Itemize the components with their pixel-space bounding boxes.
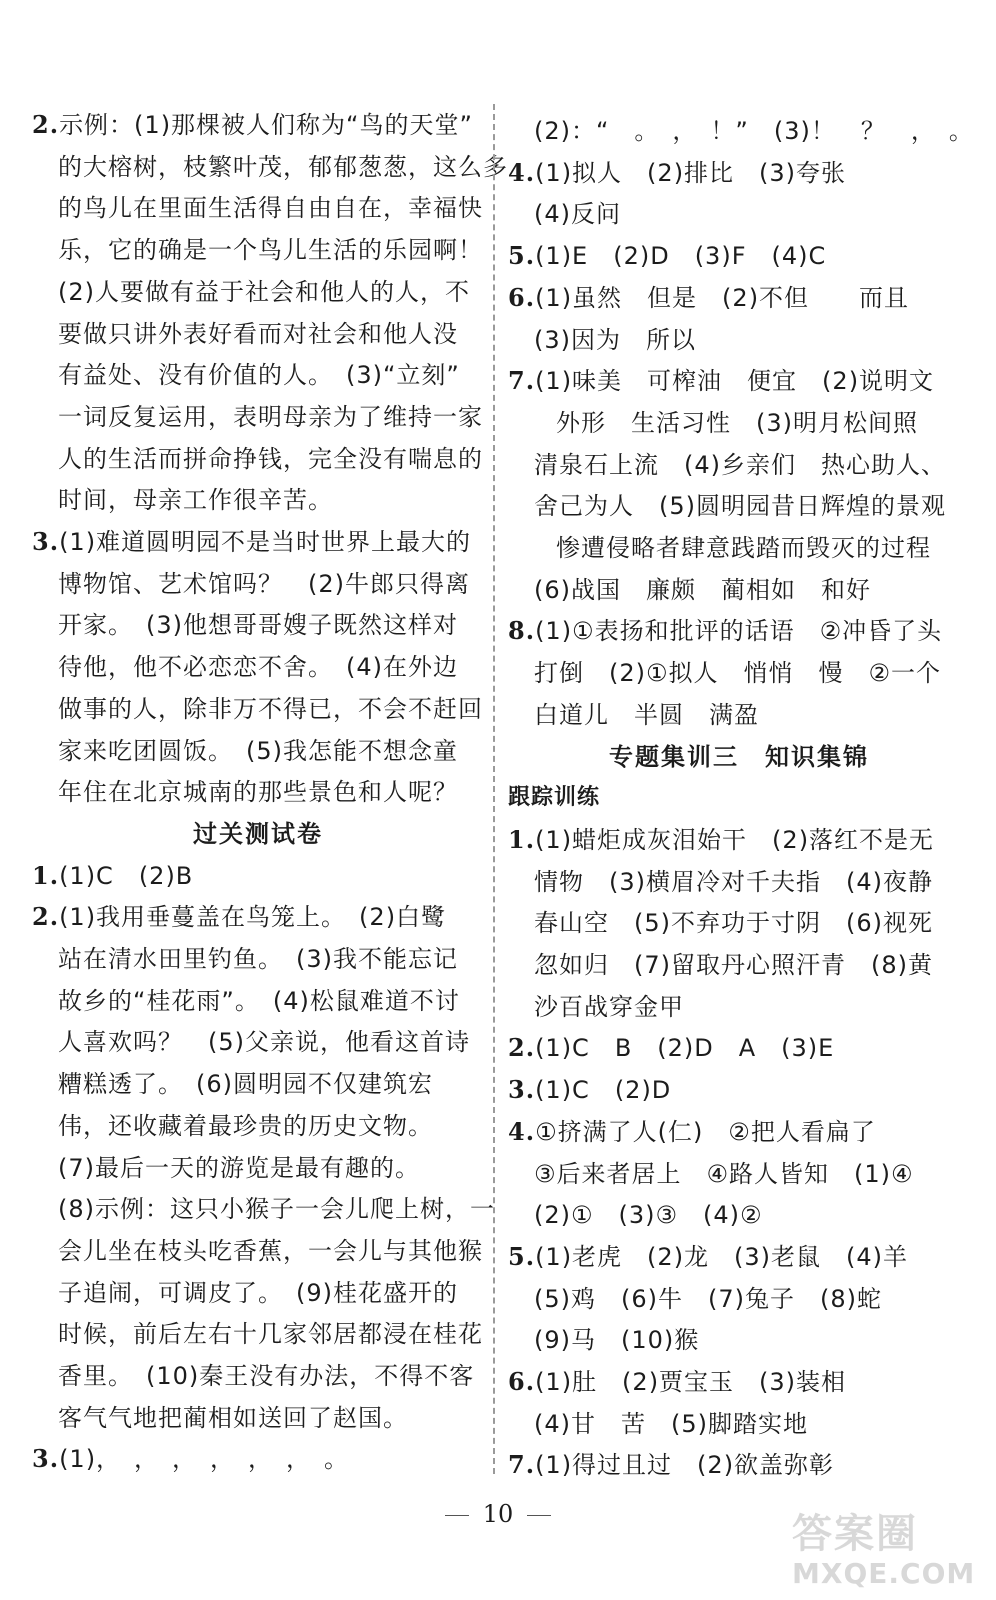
answer-line: 舍己为人 (5)圆明园昔日辉煌的景观 xyxy=(534,492,946,521)
answer-text: (1)①表扬和批评的话语 ②冲昏了头 xyxy=(535,617,943,646)
answer-text: (1)E (2)D (3)F (4)C xyxy=(535,242,827,271)
answer-line: 待他，他不必恋恋不舍。 (4)在外边 xyxy=(58,653,458,682)
answer-line: 故乡的“桂花雨”。 (4)松鼠难道不讨 xyxy=(58,986,460,1015)
answer-line xyxy=(32,1438,349,1480)
question-number: 8. xyxy=(508,616,536,646)
answer-line: 人的生活而拼命挣钱，完全没有喘息的 xyxy=(58,444,483,473)
answer-text: (1)味美 可榨油 便宜 (2)说明文 xyxy=(535,367,935,396)
answer-text: (1)蜡炬成灰泪始干 (2)落红不是无 xyxy=(535,825,935,854)
answer-line xyxy=(508,610,942,652)
question-number: 3. xyxy=(508,1075,536,1105)
answer-line: (2)人要做有益于社会和他人的人，不 xyxy=(58,277,470,306)
answer-text: (1)老虎 (2)龙 (3)老鼠 (4)羊 xyxy=(535,1242,909,1271)
question-number: 3. xyxy=(32,527,60,556)
answer-line: (9)马 (10)猴 xyxy=(534,1326,700,1355)
answer-line xyxy=(508,277,909,319)
answer-line xyxy=(508,1111,876,1153)
answer-text: ①挤满了人(仁) ②把人看扁了 xyxy=(535,1117,876,1146)
answer-line: (5)鸡 (6)牛 (7)兔子 (8)蛇 xyxy=(534,1284,882,1313)
answer-line xyxy=(508,819,934,861)
question-number: 1. xyxy=(32,860,60,890)
answer-text: (1)虽然 但是 (2)不但 而且 xyxy=(535,283,910,312)
answer-line: 客气气地把蔺相如送回了赵国。 xyxy=(58,1403,408,1432)
answer-line: 香里。 (10)秦王没有办法，不得不客 xyxy=(58,1362,475,1390)
answer-line: 子追闹，可调皮了。 (9)桂花盛开的 xyxy=(58,1278,458,1307)
question-number: 6. xyxy=(508,1367,536,1396)
answer-line: 一词反复运用，表明母亲为了维持一家 xyxy=(58,402,483,431)
answer-line: 博物馆、艺术馆吗？ (2)牛郎只得离 xyxy=(58,569,470,598)
answer-line xyxy=(508,1236,908,1278)
answer-line xyxy=(508,235,826,277)
answer-line xyxy=(508,1444,834,1486)
answer-text: (1)， ， ， ， ， ， 。 xyxy=(59,1445,350,1474)
answer-line: ③后来者居上 ④路人皆知 (1)④ xyxy=(534,1159,914,1188)
answer-line xyxy=(508,360,934,402)
answer-line: 站在清水田里钓鱼。 (3)我不能忘记 xyxy=(58,945,458,973)
answer-line: 的鸟儿在里面生活得自由自在，幸福快 xyxy=(58,194,483,223)
answer-line xyxy=(32,521,471,563)
answer-line: 沙百战穿金甲 xyxy=(534,992,684,1021)
answer-text: (1)C (2)D xyxy=(535,1076,672,1105)
answer-text: (1)得过且过 (2)欲盖弥彰 xyxy=(535,1451,835,1480)
answer-line: 乐，它的确是一个鸟儿生活的乐园啊！ xyxy=(58,236,483,265)
question-number: 7. xyxy=(508,1450,536,1480)
answer-line: 的大榕树，枝繁叶茂，郁郁葱葱，这么多 xyxy=(58,152,508,181)
answer-line: (4)反问 xyxy=(534,200,621,229)
question-number: 3. xyxy=(32,1444,60,1474)
answer-line: 时候，前后左右十几家邻居都浸在桂花 xyxy=(58,1320,483,1349)
question-number: 2. xyxy=(32,110,60,139)
answer-line: 外形 生活习性 (3)明月松间照 xyxy=(556,408,918,437)
answer-line: 惨遭侵略者肆意践踏而毁灭的过程 xyxy=(556,534,931,562)
answer-line: (3)因为 所以 xyxy=(534,325,696,354)
answer-line: 春山空 (5)不弃功于寸阴 (6)视死 xyxy=(534,909,933,938)
answer-line: 做事的人，除非万不得已，不会不赶回 xyxy=(58,694,483,723)
answer-line: 要做只讲外表好看而对社会和他人没 xyxy=(58,319,458,348)
answer-line: (2)：“ 。 ， ！” (3)！ ？ ， 。 xyxy=(534,117,974,145)
watermark-url: MXQE.COM xyxy=(792,1557,976,1590)
answer-text: (1)拟人 (2)排比 (3)夸张 xyxy=(535,158,847,187)
answer-line xyxy=(32,896,446,938)
answer-text: (1)C (2)B xyxy=(59,861,194,890)
answer-line xyxy=(32,855,193,897)
answer-line xyxy=(508,1069,671,1111)
answer-line: 清泉石上流 (4)乡亲们 热心助人、 xyxy=(534,450,946,479)
answer-line: 人喜欢吗？ (5)父亲说，他看这首诗 xyxy=(58,1028,470,1057)
question-number: 6. xyxy=(508,282,536,312)
question-number: 2. xyxy=(508,1033,536,1063)
question-number: 7. xyxy=(508,366,536,396)
answer-line: 忽如归 (7)留取丹心照汗青 (8)黄 xyxy=(534,951,933,979)
answer-line: 情物 (3)横眉冷对千夫指 (4)夜静 xyxy=(534,867,933,896)
answer-line xyxy=(32,104,473,146)
answer-line: 开家。 (3)他想哥哥嫂子既然这样对 xyxy=(58,611,458,640)
question-number: 1. xyxy=(508,824,536,854)
answer-line xyxy=(508,1027,834,1069)
watermark xyxy=(792,1510,976,1594)
question-number: 5. xyxy=(508,1241,536,1271)
footer-dash-left xyxy=(445,1515,469,1516)
answer-text: 示例：(1)那棵被人们称为“鸟的天堂” xyxy=(59,111,473,139)
answer-text: (1)难道圆明园不是当时世界上最大的 xyxy=(59,528,472,556)
answer-line: (4)甘 苦 (5)脚踏实地 xyxy=(534,1409,808,1438)
answer-line: (8)示例：这只小猴子一会儿爬上树，一 xyxy=(58,1195,495,1224)
subsection-title: 跟踪训练 xyxy=(508,785,601,811)
answer-line xyxy=(508,152,846,194)
answer-line: 伟，还收藏着最珍贵的历史文物。 xyxy=(58,1111,433,1140)
watermark-logo: 答案圈 xyxy=(792,1511,918,1557)
answer-line: (6)战国 廉颇 蔺相如 和好 xyxy=(534,575,871,604)
answer-line: (7)最后一天的游览是最有趣的。 xyxy=(58,1153,420,1182)
answer-line: 打倒 (2)①拟人 悄悄 慢 ②一个 xyxy=(534,659,942,688)
answer-line: 会儿坐在枝头吃香蕉，一会儿与其他猴 xyxy=(58,1236,483,1265)
answer-text: (1)我用垂蔓盖在鸟笼上。 (2)白鹭 xyxy=(59,903,447,932)
answer-line: 有益处、没有价值的人。 (3)“立刻” xyxy=(58,361,460,390)
answer-line: 年住在北京城南的那些景色和人呢？ xyxy=(58,778,458,807)
question-number: 2. xyxy=(32,902,60,932)
answer-text: (1)肚 (2)贾宝玉 (3)装相 xyxy=(535,1368,847,1396)
answer-line: 糟糕透了。 (6)圆明园不仅建筑宏 xyxy=(58,1070,433,1099)
column-divider xyxy=(493,104,495,1474)
answer-text: (1)C B (2)D A (3)E xyxy=(535,1034,835,1063)
answer-line xyxy=(508,1361,846,1403)
question-number: 5. xyxy=(508,241,536,271)
answer-line: 白道儿 半圆 满盈 xyxy=(534,700,759,729)
answer-line: 家来吃团圆饭。 (5)我怎能不想念童 xyxy=(58,736,458,765)
question-number: 4. xyxy=(508,157,536,187)
section-title: 过关测试卷 xyxy=(193,819,323,848)
page-number: 10 xyxy=(482,1500,514,1528)
footer-dash-right xyxy=(527,1515,551,1516)
section-title: 专题集训三 知识集锦 xyxy=(609,742,869,771)
question-number: 4. xyxy=(508,1116,536,1146)
answer-line: 时间，母亲工作很辛苦。 xyxy=(58,486,333,515)
answer-line: (2)① (3)③ (4)② xyxy=(534,1201,763,1230)
